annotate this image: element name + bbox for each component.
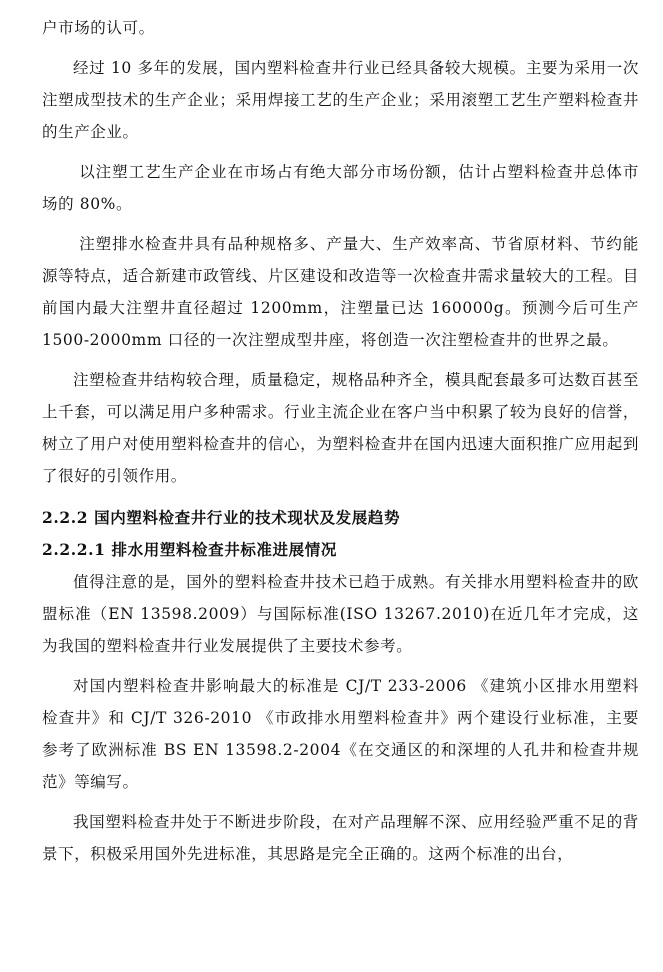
section-heading-2-2-2-1: 2.2.2.1 排水用塑料检查井标准进展情况 — [42, 540, 337, 559]
paragraph-industry-scale: 经过 10 多年的发展，国内塑料检查井行业已经具备较大规模。主要为采用一次注塑成型技术的生产企业；采用焊接工艺的生产企业；采用滚塑工艺生产塑料检查井的生产企业。 — [42, 59, 639, 141]
paragraph-injection-features: 注塑排水检查井具有品种规格多、产量大、生产效率高、节省原材料、节约能源等特点，适合新建市政管线、片区建设和改造等一次检查井需求量较大的工程。目前国内最大注塑井直径超过 1200mm，注塑量已达 160000g。预测今后可生产 1500-2000mm 口径的一次注塑成型井座，将创造一次注塑检查井的世界之最。 — [42, 235, 639, 349]
paragraph-domestic-standards: 对国内塑料检查井影响最大的标准是 CJ/T 233-2006 《建筑小区排水用塑料检查井》和 CJ/T 326-2010 《市政排水用塑料检查井》两个建设行业标准，主要参考了欧洲标准 BS EN 13598.2-2004《在交通区的和深埋的人孔井和检查井规范》等编写。 — [42, 677, 639, 791]
paragraph-progress-stage: 我国塑料检查井处于不断进步阶段，在对产品理解不深、应用经验严重不足的背景下，积极采用国外先进标准，其思路是完全正确的。这两个标准的出台， — [42, 813, 639, 863]
paragraph-foreign-standards: 值得注意的是，国外的塑料检查井技术已趋于成熟。有关排水用塑料检查井的欧盟标准（EN 13598.2009）与国际标准(ISO 13267.2010)在近几年才完成，这为我国的塑料检查井行业发展提供了主要技术参考。 — [42, 573, 639, 655]
section-heading-2-2-2: 2.2.2 国内塑料检查井行业的技术现状及发展趋势 — [42, 508, 401, 527]
paragraph-market-share: 以注塑工艺生产企业在市场占有绝大部分市场份额，估计占塑料检查井总体市场的 80%。 — [42, 163, 639, 213]
paragraph-structure-quality: 注塑检查井结构较合理，质量稳定，规格品种齐全，模具配套最多可达数百甚至上千套，可以满足用户多种需求。行业主流企业在客户当中积累了较为良好的信誉，树立了用户对使用塑料检查井的信心，为塑料检查井在国内迅速大面积推广应用起到了很好的引领作用。 — [42, 371, 639, 485]
paragraph-continuation: 户市场的认可。 — [42, 19, 155, 37]
